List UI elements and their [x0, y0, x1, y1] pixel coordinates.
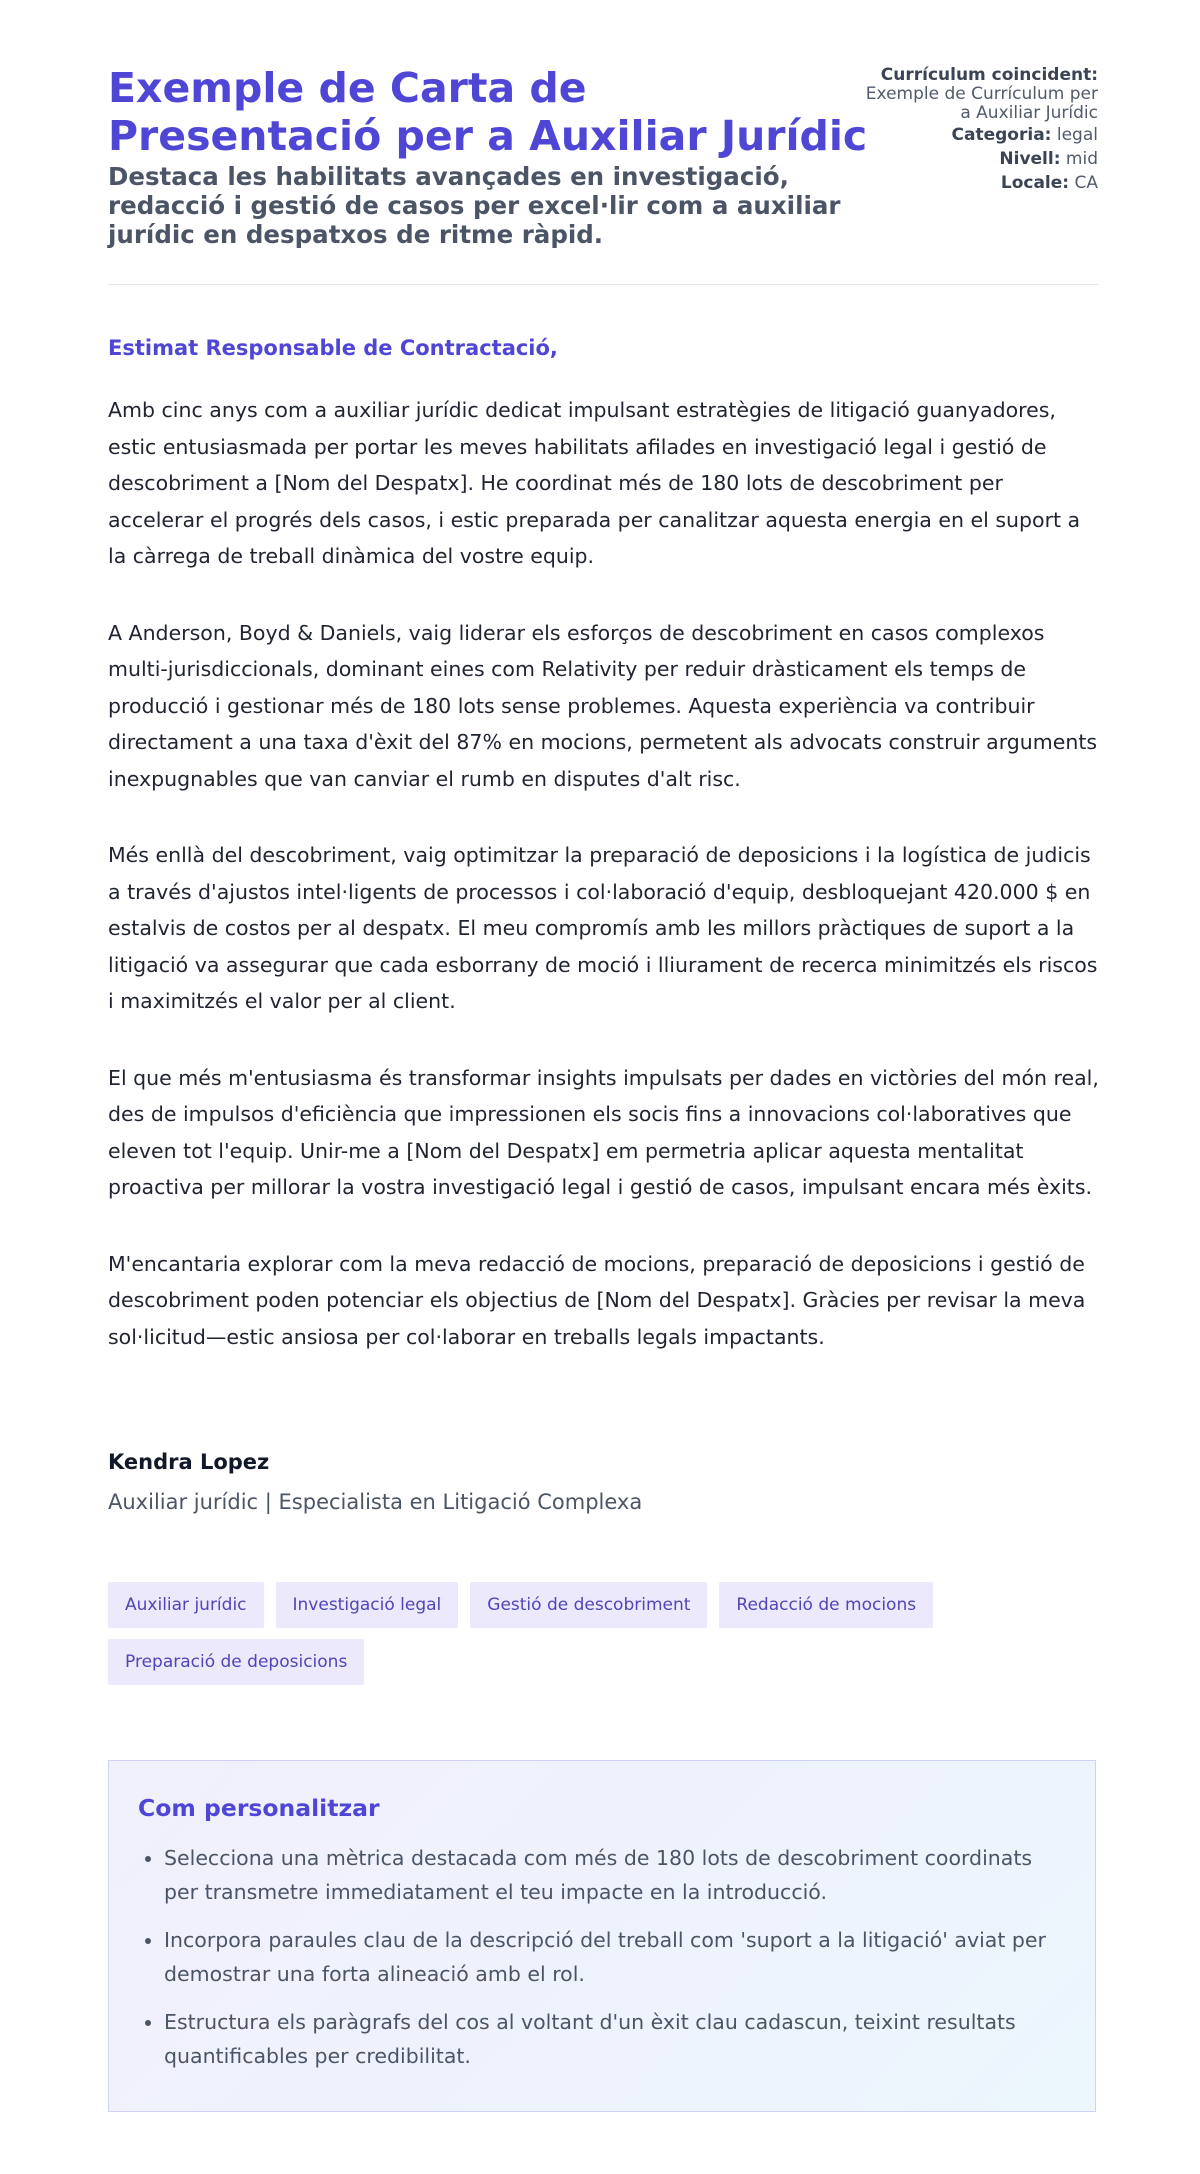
letter-paragraph: El que més m'entusiasma és transformar insights impulsats per dades en victòries del món real, des de impulsos d'eficiència que impressionen els socis fins a innovacions col·laboratives que eleven tot l'equip. Unir-me a [Nom del Despatx] em permetria aplicar aquesta mentalitat proactiva per millorar la vostra investigació legal i gestió de casos, impulsant encara més èxits.	[108, 1065, 1099, 1199]
level-row	[862, 150, 1098, 169]
letter-paragraph: M'encantaria explorar com la meva redacció de mocions, preparació de deposicions i gestió de descobriment poden potenciar els objectius de [Nom del Despatx]. Gràcies per revisar la meva sol·licitud—estic ansiosa per col·laborar en treballs legals impactants.	[108, 1251, 1086, 1349]
signature-block	[108, 1448, 642, 1516]
page-header	[108, 64, 1098, 249]
category-label: Categoria:	[951, 125, 1052, 145]
tip-item: • Selecciona una mètrica destacada com més de 180 lots de descobriment coordinats per transmetre immediatament el teu impacte en la introducció.	[164, 1841, 1065, 1909]
category-value: legal	[1056, 125, 1098, 145]
matching-resume	[862, 66, 1098, 123]
customization-tips-box	[108, 1760, 1096, 2112]
skill-tag[interactable]: Auxiliar jurídic	[108, 1582, 264, 1628]
category-row	[862, 126, 1098, 145]
level-value: mid	[1065, 149, 1098, 169]
salutation: Estimat Responsable de Contractació,	[108, 336, 558, 360]
header-divider	[108, 284, 1098, 285]
locale-label: Locale:	[1000, 173, 1070, 193]
letter-paragraph: Més enllà del descobriment, vaig optimitzar la preparació de deposicions i la logística de judicis a través d'ajustos intel·ligents de processos i col·laboració d'equip, desbloquejant 420.000 $ en estalvis de costos per al despatx. El meu compromís amb les millors pràctiques de suport a la litigació va assegurar que cada esborrany de moció i lliurament de recerca minimitzés els riscos i maximitzés el valor per al client.	[108, 843, 1098, 1013]
signature-role: Auxiliar jurídic | Especialista en Litigació Complexa	[108, 1490, 643, 1514]
page-title: Exemple de Carta de Presentació per a Auxiliar Jurídic	[108, 64, 868, 160]
tips-list	[138, 1841, 1065, 2073]
locale-row	[862, 174, 1098, 193]
skill-tag[interactable]: Redacció de mocions	[719, 1582, 933, 1628]
metadata-panel	[862, 66, 1098, 198]
skill-tag[interactable]: Gestió de descobriment	[470, 1582, 707, 1628]
tip-item: • Estructura els paràgrafs del cos al voltant d'un èxit clau cadascun, teixint resultats quantificables per credibilitat.	[164, 2005, 1065, 2073]
matching-resume-label: Currículum coincident:	[880, 65, 1098, 85]
letter-paragraph: A Anderson, Boyd & Daniels, vaig liderar els esforços de descobriment en casos complexos multi-jurisdiccionals, dominant eines com Relativity per reduir dràsticament els temps de producció i gestionar més de 180 lots sense problemes. Aquesta experiència va contribuir directament a una taxa d'èxit del 87% en mocions, permetent als advocats construir arguments inexpugnables que van canviar el rumb en disputes d'alt risc.	[108, 620, 1098, 791]
locale-value: CA	[1074, 173, 1098, 193]
skill-tags	[108, 1582, 1038, 1685]
letter-paragraph: Amb cinc anys com a auxiliar jurídic dedicat impulsant estratègies de litigació guanyadores, estic entusiasmada per portar les meves habilitats afilades en investigació legal i gestió de descobriment a [Nom del Despatx]. He coordinat més de 180 lots de descobriment per accelerar el progrés dels casos, i estic preparada per canalitzar aquesta energia en el suport a la càrrega de treball dinàmica del vostre equip.	[108, 398, 1081, 568]
level-label: Nivell:	[999, 149, 1061, 169]
skill-tag[interactable]: Preparació de deposicions	[108, 1639, 364, 1685]
page-subtitle: Destaca les habilitats avançades en investigació, redacció i gestió de casos per excel·lir com a auxiliar jurídic en despatxos de ritme ràpid.	[108, 162, 841, 249]
tip-item: • Incorpora paraules clau de la descripció del treball com 'suport a la litigació' aviat per demostrar una forta alineació amb el rol.	[164, 1923, 1065, 1991]
tips-title: Com personalitzar	[138, 1794, 380, 1822]
skill-tag[interactable]: Investigació legal	[276, 1582, 459, 1628]
matching-resume-link[interactable]: Exemple de Currículum per a Auxiliar Jurídic	[865, 84, 1098, 123]
letter-body	[108, 392, 1100, 1395]
signature-name: Kendra Lopez	[108, 1450, 270, 1474]
